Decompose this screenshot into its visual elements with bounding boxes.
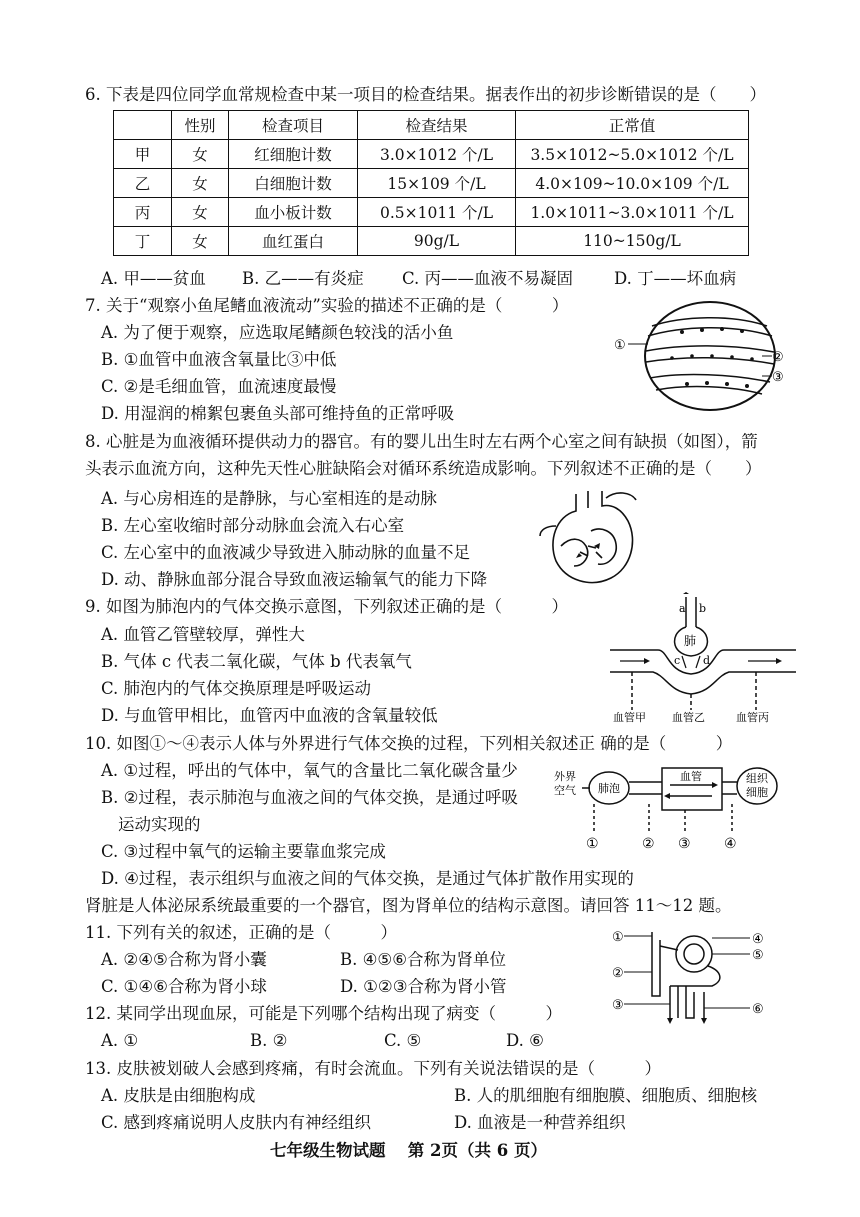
table-row <box>114 198 749 227</box>
table-cell: 1.0×1011~3.0×1011 个/L <box>516 198 749 227</box>
q9-option-b: B. 气体 c 代表二氧化碳，气体 b 代表氧气 <box>101 652 412 671</box>
gas-label-b: b <box>699 602 707 615</box>
q13-option-a: A. 皮肤是由细胞构成 <box>101 1086 256 1105</box>
q12-option-b: B. ② <box>250 1031 288 1050</box>
table-row <box>114 169 749 198</box>
vessel-yi-label: 血管乙 <box>672 711 705 724</box>
table-cell: 白细胞计数 <box>229 169 358 198</box>
q8-stem-line1: 8. 心脏是为血液循环提供动力的器官。有的婴儿出生时左右两个心室之间有缺损（如图），箭 <box>85 432 758 451</box>
q13-option-d: D. 血液是一种营养组织 <box>454 1113 626 1132</box>
process-label-4: ④ <box>724 836 737 850</box>
process-label-3: ③ <box>678 836 691 850</box>
q8-option-a: A. 与心房相连的是静脉，与心室相连的是动脉 <box>101 489 437 508</box>
q6-option-d: D. 丁——坏血病 <box>614 269 737 288</box>
q12-stem: 12. 某同学出现血尿，可能是下列哪个结构出现了病变（ ） <box>85 1004 562 1023</box>
q9-option-c: C. 肺泡内的气体交换原理是呼吸运动 <box>101 679 372 698</box>
fig-label-1: ① <box>614 338 626 353</box>
q8-option-d: D. 动、静脉血部分混合导致血液运输氧气的能力下降 <box>101 570 488 589</box>
q6-stem: 6. 下表是四位同学血常规检查中某一项目的检查结果。据表作出的初步诊断错误的是（ ） <box>85 85 766 104</box>
q11-option-c: C. ①④⑥合称为肾小球 <box>101 977 267 996</box>
table-header: 检查结果 <box>358 111 516 140</box>
q7-option-d: D. 用湿润的棉絮包裹鱼头部可维持鱼的正常呼吸 <box>101 404 455 423</box>
q12-option-c: C. ⑤ <box>384 1031 422 1050</box>
gas-label-d: d <box>703 654 711 667</box>
page-footer: 七年级生物试题 第 2页（共 6 页） <box>270 1141 547 1160</box>
q9-option-a: A. 血管乙管壁较厚，弹性大 <box>101 625 305 644</box>
vessel-label: 血管 <box>680 770 702 783</box>
nephron-label-2: ② <box>612 966 624 981</box>
nephron-label-4: ④ <box>752 932 764 947</box>
table-cell: 血小板计数 <box>229 198 358 227</box>
q7-option-a: A. 为了便于观察，应选取尾鳍颜色较浅的活小鱼 <box>101 323 454 342</box>
q6-blood-table <box>113 110 749 256</box>
table-cell: 女 <box>172 169 229 198</box>
fig-label-3: ③ <box>772 370 784 385</box>
q13-option-c: C. 感到疼痛说明人皮肤内有神经组织 <box>101 1113 372 1132</box>
gas-exchange-process-figure <box>552 760 782 850</box>
alveolus-gas-exchange-figure <box>608 592 798 724</box>
table-cell: 90g/L <box>358 227 516 256</box>
table-cell: 女 <box>172 227 229 256</box>
table-cell: 女 <box>172 140 229 169</box>
q10-stem: 10. 如图①～④表示人体与外界进行气体交换的过程，下列相关叙述正 确的是（ ） <box>85 734 733 753</box>
table-cell: 甲 <box>114 140 172 169</box>
table-cell: 红细胞计数 <box>229 140 358 169</box>
table-header: 性别 <box>172 111 229 140</box>
table-header: 正常值 <box>516 111 749 140</box>
q8-option-c: C. 左心室中的血液减少导致进入肺动脉的血量不足 <box>101 543 471 562</box>
table-cell: 丙 <box>114 198 172 227</box>
table-cell: 乙 <box>114 169 172 198</box>
table-cell: 3.0×1012 个/L <box>358 140 516 169</box>
vessel-bing-label: 血管丙 <box>736 711 769 724</box>
table-cell: 女 <box>172 198 229 227</box>
fig-label-2: ② <box>772 350 784 365</box>
q13-stem: 13. 皮肤被划破人会感到疼痛，有时会流血。下列有关说法错误的是（ ） <box>85 1059 661 1078</box>
gas-label-c: c <box>674 654 681 667</box>
q9-stem: 9. 如图为肺泡内的气体交换示意图，下列叙述正确的是（ ） <box>85 597 568 616</box>
q11-option-d: D. ①②③合称为肾小管 <box>340 977 507 996</box>
q13-option-b: B. 人的肌细胞有细胞膜、细胞质、细胞核 <box>454 1086 758 1105</box>
process-label-2: ② <box>642 836 655 850</box>
table-cell: 0.5×1011 个/L <box>358 198 516 227</box>
q9-option-d: D. 与血管甲相比，血管丙中血液的含氧量较低 <box>101 706 438 725</box>
q10-option-b: B. ②过程，表示肺泡与血液之间的气体交换，是通过呼吸 <box>101 788 518 807</box>
q6-option-b: B. 乙——有炎症 <box>242 269 364 288</box>
outside-air-label-2: 空气 <box>554 784 576 797</box>
q12-option-d: D. ⑥ <box>506 1031 544 1050</box>
q7-option-b: B. ①血管中血液含氧量比③中低 <box>101 350 337 369</box>
q8-stem-line2: 头表示血流方向，这种先天性心脏缺陷会对循环系统造成影响。下列叙述不正确的是（ ） <box>85 459 762 478</box>
q6-option-a: A. 甲——贫血 <box>101 269 206 288</box>
table-cell: 15×109 个/L <box>358 169 516 198</box>
tissue-label-2: 细胞 <box>746 786 768 799</box>
table-row <box>114 140 749 169</box>
tissue-label-1: 组织 <box>746 772 768 785</box>
q7-option-c: C. ②是毛细血管，血流速度最慢 <box>101 377 337 396</box>
kidney-intro: 肾脏是人体泌尿系统最重要的一个器官，图为肾单位的结构示意图。请回答 11～12 题。 <box>85 896 732 915</box>
table-cell: 血红蛋白 <box>229 227 358 256</box>
outside-air-label-1: 外界 <box>554 770 576 783</box>
nephron-label-5: ⑤ <box>752 948 764 963</box>
table-cell: 110~150g/L <box>516 227 749 256</box>
q11-stem: 11. 下列有关的叙述，正确的是（ ） <box>85 923 397 942</box>
q11-option-a: A. ②④⑤合称为肾小囊 <box>101 950 267 969</box>
gas-label-a: a <box>679 602 686 615</box>
q10-option-a: A. ①过程，呼出的气体中，氧气的含量比二氧化碳含量少 <box>101 761 518 780</box>
q6-option-c: C. 丙——血液不易凝固 <box>402 269 574 288</box>
table-header: 检查项目 <box>229 111 358 140</box>
table-row <box>114 227 749 256</box>
table-header-row <box>114 111 749 140</box>
q10-option-b-cont: 运动实现的 <box>118 815 201 834</box>
q11-option-b: B. ④⑤⑥合称为肾单位 <box>340 950 506 969</box>
fish-tail-blood-flow-figure <box>612 296 787 416</box>
alveoli-label: 肺泡 <box>598 782 620 795</box>
lung-label: 肺 <box>684 634 697 648</box>
nephron-label-6: ⑥ <box>752 1002 764 1017</box>
heart-defect-figure <box>536 486 648 591</box>
nephron-structure-figure <box>612 926 792 1026</box>
table-header <box>114 111 172 140</box>
q10-option-d: D. ④过程，表示组织与血液之间的气体交换，是通过气体扩散作用实现的 <box>101 869 634 888</box>
table-cell: 3.5×1012~5.0×1012 个/L <box>516 140 749 169</box>
table-cell: 丁 <box>114 227 172 256</box>
table-cell: 4.0×109~10.0×109 个/L <box>516 169 749 198</box>
process-label-1: ① <box>586 836 599 850</box>
q8-option-b: B. 左心室收缩时部分动脉血会流入右心室 <box>101 516 405 535</box>
q7-stem: 7. 关于“观察小鱼尾鳍血液流动”实验的描述不正确的是（ ） <box>85 296 569 315</box>
q12-option-a: A. ① <box>101 1031 139 1050</box>
nephron-label-1: ① <box>612 930 624 945</box>
nephron-label-3: ③ <box>612 998 624 1013</box>
q10-option-c: C. ③过程中氧气的运输主要靠血浆完成 <box>101 842 386 861</box>
vessel-jia-label: 血管甲 <box>613 711 646 724</box>
